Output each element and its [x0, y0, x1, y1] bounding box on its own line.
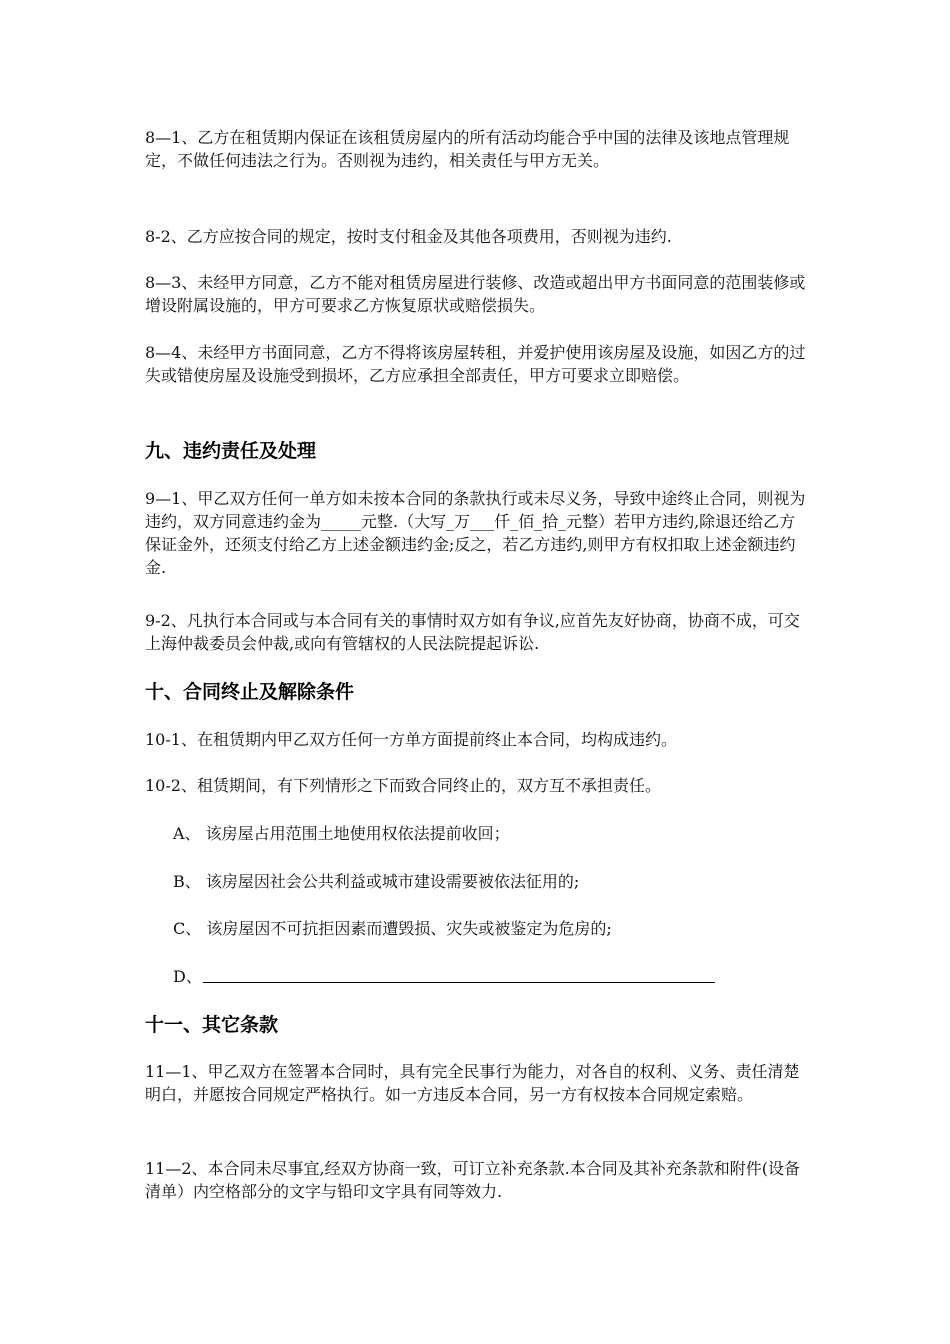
- section-heading-9: 九、违约责任及处理: [145, 440, 317, 462]
- fill-in-blank-line: [203, 982, 715, 983]
- clause-8-3: 8—3、未经甲方同意，乙方不能对租赁房屋进行装修、改造或超出甲方书面同意的范围装修或增设附属设施的，甲方可要求乙方恢复原状或赔偿损失。: [145, 273, 806, 315]
- clause-10-1: 10-1、在租赁期内甲乙双方任何一方单方面提前终止本合同，均构成违约。: [145, 730, 677, 749]
- list-item-c: C、 该房屋因不可抗拒因素而遭毁损、灾失或被鉴定为危房的;: [173, 919, 612, 938]
- section-heading-10: 十、合同终止及解除条件: [145, 681, 355, 703]
- clause-9-2: 9-2、凡执行本合同或与本合同有关的事情时双方如有争议,应首先友好协商，协商不成，可交上海仲裁委员会仲裁,或向有管辖权的人民法院提起诉讼.: [145, 611, 800, 653]
- section-heading-11: 十一、其它条款: [145, 1014, 279, 1036]
- clause-8-4: 8—4、未经甲方书面同意，乙方不得将该房屋转租，并爱护使用该房屋及设施，如因乙方的过失或错使房屋及设施受到损坏，乙方应承担全部责任，甲方可要求立即赔偿。: [145, 343, 806, 385]
- list-item-a: A、 该房屋占用范围土地使用权依法提前收回；: [173, 824, 510, 843]
- clause-10-2: 10-2、租赁期间，有下列情形之下而致合同终止的，双方互不承担责任。: [145, 776, 661, 795]
- list-item-b: B、 该房屋因社会公共利益或城市建设需要被依法征用的;: [173, 872, 580, 891]
- clause-8-2: 8-2、乙方应按合同的规定，按时支付租金及其他各项费用，否则视为违约.: [145, 227, 672, 246]
- clause-8-1: 8—1、乙方在租赁期内保证在该租赁房屋内的所有活动均能合乎中国的法律及该地点管理规定，不做任何违法之行为。否则视为违约，相关责任与甲方无关。: [145, 128, 790, 170]
- list-item-d: D、: [173, 967, 202, 986]
- clause-11-2: 11—2、本合同未尽事宜,经双方协商一致，可订立补充条款.本合同及其补充条款和附件(设备清单）内空格部分的文字与铅印文字具有同等效力.: [145, 1159, 800, 1201]
- clause-11-1: 11—1、甲乙双方在签署本合同时，具有完全民事行为能力，对各自的权利、义务、责任清楚明白，并愿按合同规定严格执行。如一方违反本合同，另一方有权按本合同规定索赔。: [145, 1062, 800, 1104]
- clause-9-1: 9—1、甲乙双方任何一单方如未按本合同的条款执行或未尽义务，导致中途终止合同，则视为违约，双方同意违约金为_____元整.（大写_万___仟_佰_拾_元整）若甲方违约,除退还给乙方保证金外，还须支付给乙方上述金额违约金;反之，若乙方违约,则甲方有权扣取上述金额违约金.: [145, 489, 806, 577]
